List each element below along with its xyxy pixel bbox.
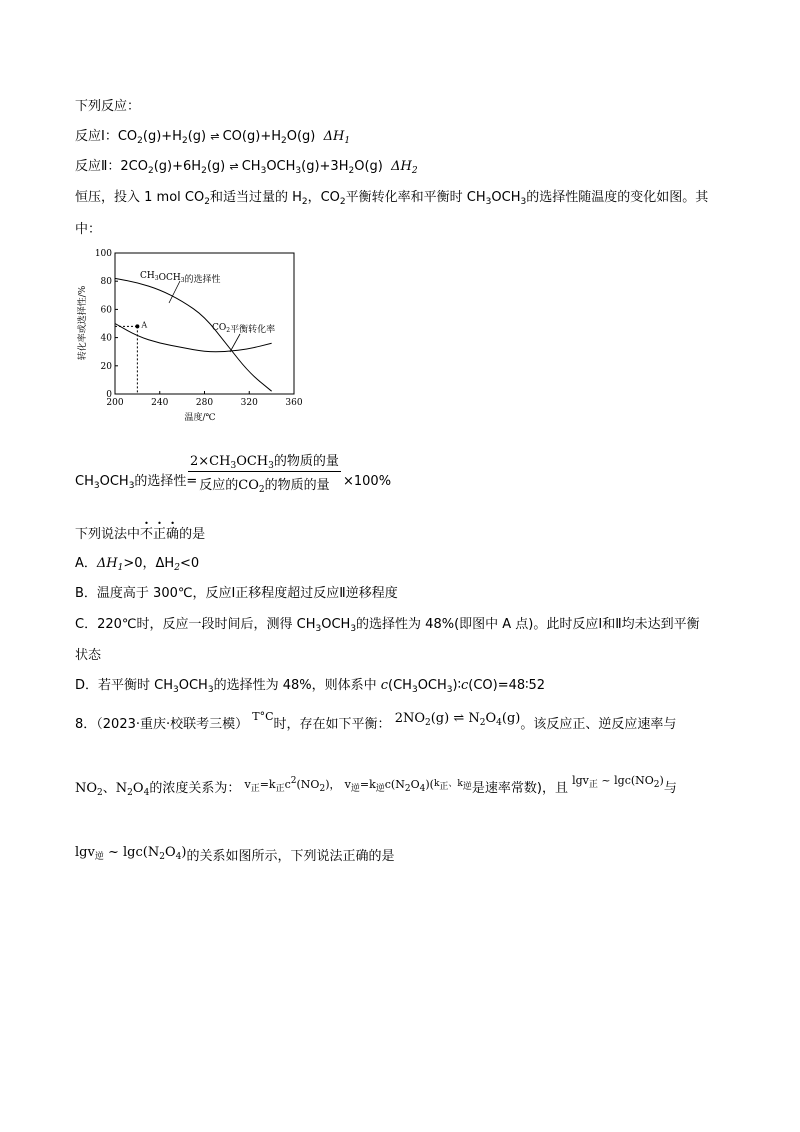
selectivity-fraction xyxy=(188,450,341,493)
y-tick-label: 60 xyxy=(100,305,112,316)
co2-conversion-label: $CO_2$平衡转化率 xyxy=(212,323,276,335)
emphasis-dot: 不 xyxy=(140,527,154,542)
equilibrium-arrow-icon: ⇌ xyxy=(210,130,219,143)
y-tick-label: 80 xyxy=(100,277,112,288)
co2-label-leader xyxy=(230,334,240,352)
y-tick-label: 40 xyxy=(100,333,112,344)
x-tick-label: 360 xyxy=(285,398,303,408)
point-a-label: A xyxy=(141,320,148,330)
fraction-numerator: $2\times CH_3OCH_3$的物质的量 xyxy=(188,450,341,472)
x-axis-label: 温度/℃ xyxy=(184,413,216,423)
y-tick-label: 100 xyxy=(94,249,112,259)
dme-selectivity-label: $CH_3OCH_3$的选择性 xyxy=(140,271,221,285)
selectivity-label: $CH_3OCH_3$的选择性= xyxy=(75,474,198,491)
equilibrium-chart xyxy=(72,248,332,423)
q8-line-2: $NO_2$、$N_2O_4$的浓度关系为： $^{v_正=k_正c^2(NO_2),}$ $^{v_逆=k_逆c(N_2O_4)(k_正、k_逆}$是速率常数)，且 $^{lgv_正 \sim lgc(NO_2)}$与 xyxy=(75,774,677,798)
intro-text: 下列反应： xyxy=(75,99,141,114)
question-stem: 下列说法中不正确的是 xyxy=(75,527,206,542)
option-c-cont: 状态 xyxy=(75,648,102,663)
condition-text-2: 中： xyxy=(75,222,102,237)
formula-suffix: ×100% xyxy=(343,474,392,489)
fraction-denominator: 反应的$CO_2$的物质的量 xyxy=(199,478,330,495)
option-b: B．温度高于 300℃，反应Ⅰ正移程度超过反应Ⅱ逆移程度 xyxy=(75,586,398,601)
condition-text: 恒压，投入 1 mol $CO_2$和适当过量的 $H_2$，$CO_2$平衡转化率和平衡时 $CH_3OCH_3$的选择性随温度的变化如图。其 xyxy=(75,190,709,207)
x-tick-label: 240 xyxy=(151,398,169,408)
option-c: C．220℃时，反应一段时间后，测得 $CH_3OCH_3$的选择性为 48%(即图中 A 点)。此时反应Ⅰ和Ⅱ均未达到平衡 xyxy=(75,617,700,634)
y-axis-label: 转化率或选择性/% xyxy=(78,285,88,361)
q8-line-3: lgv$_逆$ ~ $\lg c(N_2O_4)$的关系如图所示，下列说法正确的是 xyxy=(75,845,395,864)
q8-line-1: 8．（2023·重庆·校联考三模） $^{T^\circ C}$时，存在如下平衡： $2NO_2(g)$ ⇌ $N_2O_4(g)$。该反应正、逆反应速率与 xyxy=(75,710,677,732)
reaction-2: 反应Ⅱ：$2CO_2(g)+6H_2(g)$ ⇌ $CH_3OCH_3(g)+3H_2O(g)$ $\Delta H_2$ xyxy=(75,159,418,176)
option-a: A．$\Delta H_1>0$，$\Delta H_2<0$ xyxy=(75,556,200,573)
equilibrium-arrow-icon: ⇌ xyxy=(229,160,238,173)
x-tick-label: 200 xyxy=(106,398,124,408)
reaction-1: 反应Ⅰ：$CO_2(g)+H_2(g)$ ⇌ $CO(g)+H_2O(g)$ $\Delta H_1$ xyxy=(75,129,351,146)
point-a-marker xyxy=(135,324,139,328)
x-tick-label: 280 xyxy=(195,398,214,408)
x-tick-label: 320 xyxy=(240,398,258,408)
y-tick-label: 20 xyxy=(100,361,112,372)
emphasis-dot: 确 xyxy=(166,527,180,542)
y-tick-label: 0 xyxy=(106,390,112,400)
option-d: D．若平衡时 $CH_3OCH_3$的选择性为 48%，则体系中 $c(CH_3OCH_3)∶c(CO)=48∶52$ xyxy=(75,678,546,695)
emphasis-dot: 正 xyxy=(153,527,167,542)
